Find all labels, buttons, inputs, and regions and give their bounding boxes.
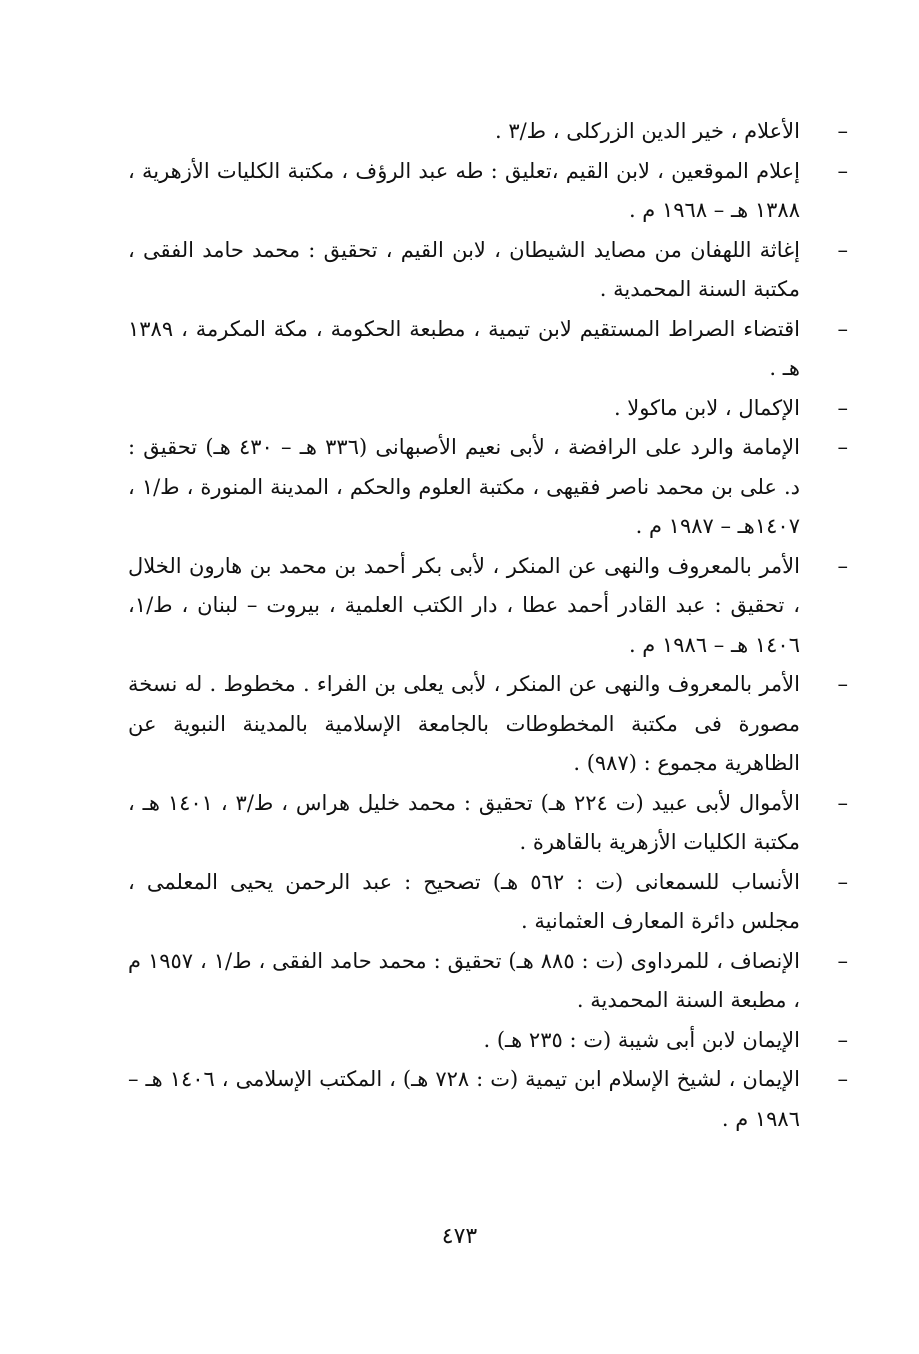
entry-text: الأعلام ، خير الدين الزركلى ، ط/٣ .: [494, 119, 800, 143]
entry-dash: –: [837, 435, 848, 459]
bibliography-entry: [128, 665, 848, 784]
entry-text: الأموال لأبى عبيد (ت ٢٢٤ هـ) تحقيق : محمد خليل هراس ، ط/٣ ، ١٤٠١ هـ ، مكتبة الكليات الأزهرية بالقاهرة .: [128, 790, 800, 854]
bibliography-entry: [128, 389, 848, 429]
entry-dash: –: [837, 119, 848, 143]
bibliography-entry: [128, 1060, 848, 1139]
bibliography-entry: [128, 1021, 848, 1061]
bibliography-entry: [128, 152, 848, 231]
bibliography-entry: [128, 863, 848, 942]
bibliography-entry: [128, 784, 848, 863]
entry-dash: –: [837, 948, 848, 973]
entry-dash: –: [837, 553, 848, 578]
entry-dash: –: [837, 869, 848, 894]
entry-text: الإمامة والرد على الرافضة ، لأبى نعيم الأصبهانى (٣٣٦ هـ – ٤٣٠ هـ) تحقيق : د. على بن محمد ناصر فقيهى ، مكتبة العلوم والحكم ، المدينة المنورة ، ط/١ ، ١٤٠٧هـ – ١٩٨٧ م .: [128, 435, 800, 538]
entry-text: إغاثة اللهفان من مصايد الشيطان ، لابن القيم ، تحقيق : محمد حامد الفقى ، مكتبة السنة المحمدية .: [128, 237, 800, 301]
entry-dash: –: [837, 790, 848, 815]
bibliography-entry: [128, 310, 848, 389]
entry-text: الإكمال ، لابن ماكولا .: [613, 395, 800, 420]
bibliography-entry: [128, 231, 848, 310]
entry-dash: –: [837, 1067, 848, 1091]
entry-text: الأمر بالمعروف والنهى عن المنكر ، لأبى بكر أحمد بن محمد بن هارون الخلال ، تحقيق : عبد القادر أحمد عطا ، دار الكتب العلمية ، بيروت – لبنان ، ط/١، ١٤٠٦ هـ – ١٩٨٦ م .: [128, 553, 800, 657]
entry-dash: –: [837, 672, 848, 696]
entry-text: الإنصاف ، للمرداوى (ت : ٨٨٥ هـ) تحقيق : محمد حامد الفقى ، ط/١ ، ١٩٥٧ م ، مطبعة السنة المحمدية .: [128, 948, 800, 1012]
bibliography-entry: [128, 428, 848, 547]
entry-text: الأمر بالمعروف والنهى عن المنكر ، لأبى يعلى بن الفراء . مخطوط . له نسخة مصورة فى مكتبة المخطوطات بالجامعة الإسلامية بالمدينة النبوية عن الظاهرية مجموع : (٩٨٧) .: [128, 672, 800, 775]
entry-dash: –: [837, 237, 848, 262]
entry-dash: –: [837, 158, 848, 183]
entry-text: الإيمان لابن أبى شيبة (ت : ٢٣٥ هـ) .: [483, 1027, 800, 1052]
bibliography-entry: [128, 547, 848, 666]
entry-text: اقتضاء الصراط المستقيم لابن تيمية ، مطبعة الحكومة ، مكة المكرمة ، ١٣٨٩ هـ .: [128, 316, 800, 380]
entry-dash: –: [837, 316, 848, 341]
bibliography-entry: [128, 112, 848, 152]
entry-text: إعلام الموقعين ، لابن القيم ،تعليق : طه عبد الرؤف ، مكتبة الكليات الأزهرية ، ١٣٨٨ هـ – ١٩٦٨ م .: [128, 158, 800, 222]
entry-text: الأنساب للسمعانى (ت : ٥٦٢ هـ) تصحيح : عبد الرحمن يحيى المعلمى ، مجلس دائرة المعارف العثمانية .: [128, 869, 800, 933]
bibliography-list: [128, 112, 848, 1139]
bibliography-entry: [128, 942, 848, 1021]
entry-dash: –: [837, 395, 848, 420]
page-number: ٤٧٣: [441, 1224, 478, 1249]
entry-text: الإيمان ، لشيخ الإسلام ابن تيمية (ت : ٧٢٨ هـ) ، المكتب الإسلامى ، ١٤٠٦ هـ – ١٩٨٦ م .: [128, 1067, 800, 1131]
entry-dash: –: [837, 1027, 848, 1052]
